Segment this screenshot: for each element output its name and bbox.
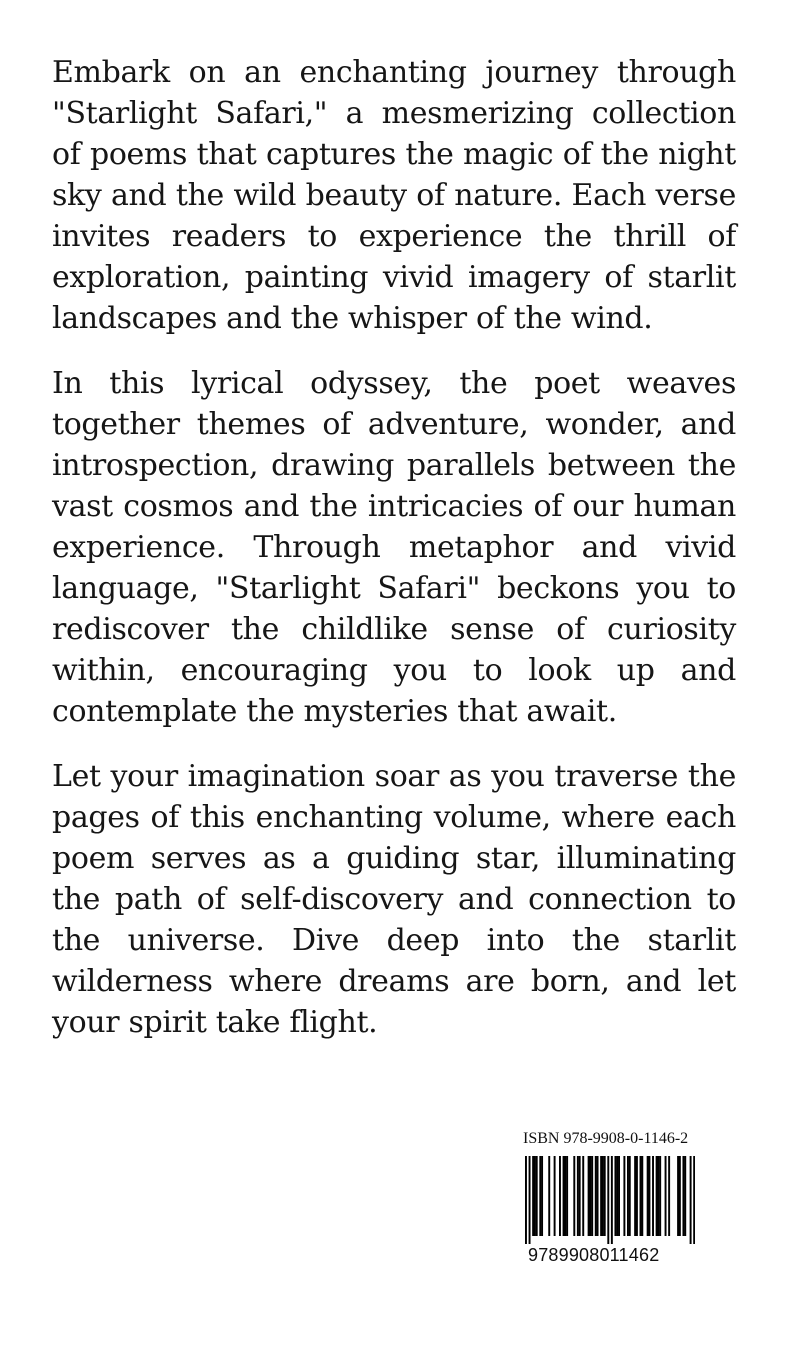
- barcode-bar: [539, 1156, 541, 1236]
- barcode-bar: [677, 1156, 679, 1236]
- barcode-bar: [636, 1156, 638, 1236]
- barcode-bar: [573, 1156, 575, 1236]
- barcode-bar: [665, 1156, 667, 1236]
- barcode-bar: [647, 1156, 649, 1236]
- barcode-bar: [640, 1156, 642, 1236]
- barcode-bar: [684, 1156, 686, 1236]
- barcode-bar: [616, 1156, 618, 1236]
- barcode-bar: [588, 1156, 590, 1236]
- blurb-text: [52, 52, 736, 1067]
- barcode-bar: [682, 1156, 684, 1236]
- barcode-bar: [614, 1156, 616, 1236]
- barcode-bar: [604, 1156, 606, 1236]
- barcode-bar: [577, 1156, 579, 1236]
- barcode-bar: [657, 1156, 659, 1236]
- barcode-bar: [597, 1156, 599, 1236]
- barcode-guard-bar: [607, 1156, 609, 1244]
- barcode-bar: [623, 1156, 625, 1236]
- barcode-guard-bar: [611, 1156, 613, 1244]
- barcode-bar: [579, 1156, 581, 1236]
- barcode-bar: [591, 1156, 593, 1236]
- barcode-bar: [559, 1156, 561, 1236]
- barcode-bar: [554, 1156, 556, 1236]
- barcode-bar: [595, 1156, 597, 1236]
- barcode-bar: [566, 1156, 568, 1236]
- barcode-bar: [600, 1156, 602, 1236]
- barcode-bar: [582, 1156, 584, 1236]
- barcode-bar: [602, 1156, 604, 1236]
- isbn-barcode-block: [520, 1130, 700, 1275]
- barcode-bar: [648, 1156, 650, 1236]
- blurb-paragraph-2: In this lyrical odyssey, the poet weaves together themes of adventure, wonder, and introspection, drawing parallels between the vast cosmos and the intricacies of our human experience. Through metaphor and vivid language, "Starlight Safari" beckons you to rediscover the childlike sense of curiosity within, encouraging you to look up and contemplate the mysteries that await.: [52, 366, 736, 729]
- barcode-bar: [564, 1156, 566, 1236]
- barcode-guard-bar: [525, 1156, 527, 1244]
- barcode-guard-bar: [529, 1156, 531, 1244]
- barcode-bar: [656, 1156, 658, 1236]
- barcode-bar: [634, 1156, 636, 1236]
- barcode-bar: [534, 1156, 536, 1236]
- barcode-bar: [536, 1156, 538, 1236]
- barcode-bar: [563, 1156, 565, 1236]
- barcode-bar: [532, 1156, 534, 1236]
- blurb-paragraph-3: Let your imagination soar as you traverse the pages of this enchanting volume, where each poem serves as a guiding star, illuminating the path of self-discovery and connection to the universe. Dive deep into the starlit wilderness where dreams are born, and let your spirit take flight.: [52, 759, 736, 1040]
- barcode-bar: [629, 1156, 631, 1236]
- barcode-bar: [541, 1156, 543, 1236]
- blurb-paragraph-1: Embark on an enchanting journey through "Starlight Safari," a mesmerizing collection of poems that captures the magic of the night sky and the wild beauty of nature. Each verse invites readers to experience the thrill of exploration, painting vivid imagery of starlit landscapes and the whisper of the wind.: [52, 55, 736, 336]
- barcode-bar: [627, 1156, 629, 1236]
- barcode-bar: [679, 1156, 681, 1236]
- barcode-bar: [668, 1156, 670, 1236]
- barcode-bar: [618, 1156, 620, 1236]
- barcode-bar: [652, 1156, 654, 1236]
- barcode-guard-bar: [690, 1156, 692, 1244]
- barcode-bar: [548, 1156, 550, 1236]
- barcode-guard-bar: [693, 1156, 695, 1244]
- barcode-bar: [659, 1156, 661, 1236]
- isbn-label: ISBN 978-9908-0-1146-2: [523, 1130, 689, 1147]
- barcode-bar: [589, 1156, 591, 1236]
- barcode-image: [525, 1156, 695, 1244]
- barcode-digits: 9789908011462: [528, 1245, 660, 1265]
- barcode-bar: [641, 1156, 643, 1236]
